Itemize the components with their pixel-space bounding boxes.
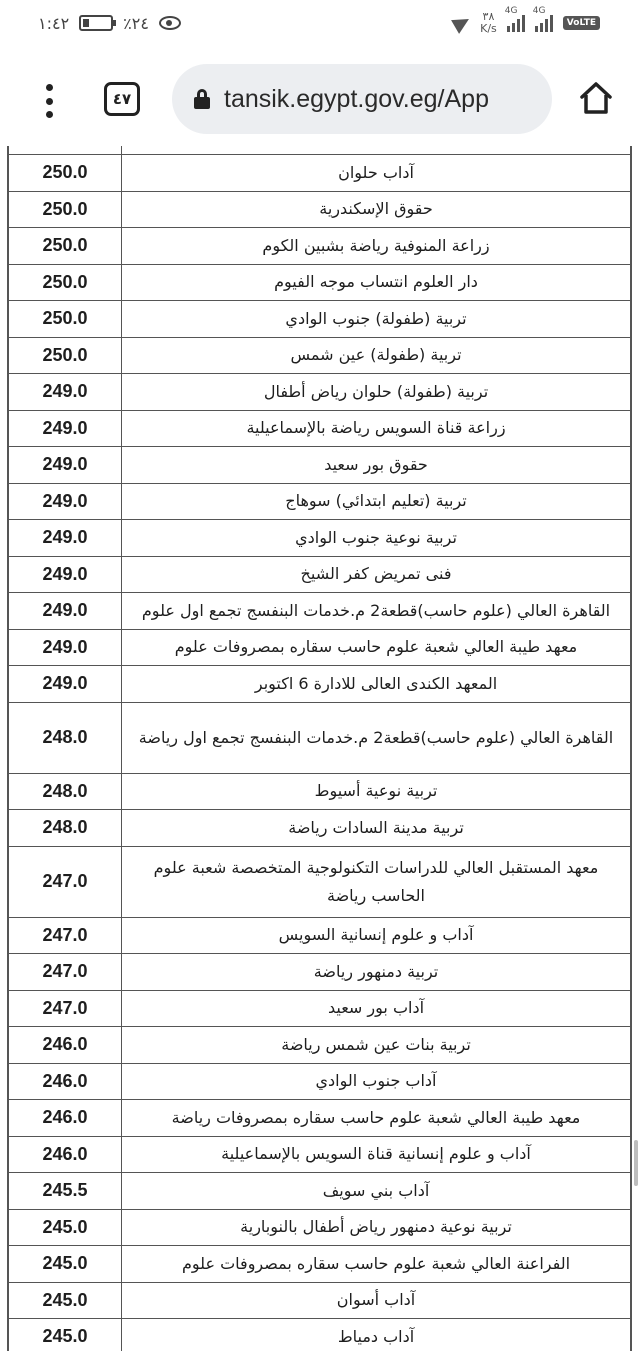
score-cell: 248.0 [9, 703, 122, 773]
score-cell: 247.0 [9, 991, 122, 1027]
table-row [9, 155, 630, 192]
score-cell: 248.0 [9, 810, 122, 846]
faculty-name-cell: آداب جنوب الوادي [315, 1071, 437, 1091]
signal-1-icon [504, 6, 525, 32]
score-cell: 249.0 [9, 484, 122, 520]
score-cell: 246.0 [9, 1027, 122, 1063]
score-cell: 245.0 [9, 1283, 122, 1319]
battery-percent: ٪٢٤ [123, 13, 149, 33]
signal-2-icon [532, 6, 553, 32]
faculty-name-cell: معهد المستقبل العالي للدراسات التكنولوجية المتخصصة شعبة علوم الحاسب رياضة [153, 857, 599, 905]
score-cell: 245.0 [9, 1246, 122, 1282]
results-table [7, 146, 632, 1351]
faculty-name-cell: تربية نوعية دمنهور رياض أطفال بالنوبارية [240, 1217, 512, 1237]
network-speed-value: ٣٨ [482, 10, 495, 23]
table-row [9, 593, 630, 630]
score-cell: 246.0 [9, 1100, 122, 1136]
table-row [9, 447, 630, 484]
table-row [9, 1246, 630, 1283]
score-cell: 250.0 [9, 155, 122, 191]
tab-switcher-button[interactable]: ٤٧ [104, 82, 140, 116]
table-row [9, 991, 630, 1028]
score-cell: 249.0 [9, 447, 122, 483]
faculty-name-cell: تربية مدينة السادات رياضة [288, 817, 464, 837]
battery-level-fill [83, 19, 89, 27]
faculty-name-cell: تربية (طفولة) عين شمس [290, 345, 462, 365]
table-row [9, 666, 630, 703]
table-row [9, 557, 630, 594]
score-cell: 246.0 [9, 1064, 122, 1100]
lock-icon[interactable] [194, 89, 210, 109]
score-cell: 250.0 [9, 265, 122, 301]
table-row [9, 810, 630, 847]
score-cell: 245.0 [9, 1210, 122, 1246]
table-row [9, 630, 630, 667]
home-icon[interactable] [578, 80, 614, 116]
faculty-name-cell: آداب حلوان [338, 162, 414, 182]
battery-icon [79, 15, 113, 31]
volte-badge: VoLTE [563, 16, 600, 30]
table-row [9, 1100, 630, 1137]
table-row [9, 703, 630, 774]
faculty-name-cell: المعهد الكندى العالى للادارة 6 اكتوبر [254, 673, 498, 693]
status-left-group [38, 10, 181, 36]
score-cell: 249.0 [9, 411, 122, 447]
table-row [9, 1137, 630, 1174]
table-row [9, 1027, 630, 1064]
network-speed-unit: K/s [480, 22, 497, 35]
faculty-name-cell: تربية (طفولة) جنوب الوادي [285, 308, 467, 328]
faculty-name-cell: تربية بنات عين شمس رياضة [281, 1034, 471, 1054]
table-top-edge [9, 146, 630, 155]
table-row [9, 411, 630, 448]
score-cell: 249.0 [9, 666, 122, 702]
faculty-name-cell: آداب أسوان [336, 1290, 416, 1310]
score-cell: 249.0 [9, 520, 122, 556]
table-row [9, 484, 630, 521]
table-row [9, 192, 630, 229]
scrollbar-thumb[interactable] [634, 1140, 638, 1186]
faculty-name-cell: معهد طيبة العالي شعبة علوم حاسب سقاره بمصروفات علوم [174, 637, 578, 657]
table-row [9, 918, 630, 955]
status-right-group [454, 8, 600, 38]
faculty-name-cell: آداب بور سعيد [327, 998, 425, 1018]
score-cell: 247.0 [9, 954, 122, 990]
table-row [9, 228, 630, 265]
score-cell: 249.0 [9, 593, 122, 629]
score-cell: 245.5 [9, 1173, 122, 1209]
network-speed [480, 11, 497, 35]
faculty-name-cell: معهد طيبة العالي شعبة علوم حاسب سقاره بمصروفات رياضة [171, 1107, 581, 1127]
table-row [9, 265, 630, 302]
score-cell: 250.0 [9, 301, 122, 337]
table-rows [9, 155, 630, 1351]
score-cell: 249.0 [9, 630, 122, 666]
status-bar [0, 0, 640, 50]
score-cell: 249.0 [9, 374, 122, 410]
address-bar[interactable] [172, 64, 552, 134]
faculty-name-cell: تربية نوعية أسيوط [314, 781, 438, 801]
results-table-viewport[interactable] [0, 146, 640, 1351]
table-row [9, 847, 630, 918]
score-cell: 250.0 [9, 338, 122, 374]
eye-comfort-icon [159, 16, 181, 30]
faculty-name-cell: زراعة قناة السويس رياضة بالإسماعيلية [246, 418, 506, 438]
faculty-name-cell: آداب دمياط [337, 1326, 415, 1346]
score-cell: 248.0 [9, 774, 122, 810]
menu-more-icon[interactable] [42, 84, 56, 118]
faculty-name-cell: حقوق بور سعيد [324, 454, 428, 474]
score-cell: 250.0 [9, 228, 122, 264]
faculty-name-cell: الفراعنة العالي شعبة علوم حاسب سقاره بمصروفات علوم [182, 1253, 571, 1273]
telegram-icon [451, 12, 473, 34]
table-row [9, 1283, 630, 1320]
score-cell: 247.0 [9, 918, 122, 954]
faculty-name-cell: آداب و علوم إنسانية قناة السويس بالإسماعيلية [221, 1144, 531, 1164]
faculty-name-cell: تربية (طفولة) حلوان رياض أطفال [263, 381, 489, 401]
network-type-2: 4G [532, 6, 546, 16]
faculty-name-cell: تربية نوعية جنوب الوادي [295, 527, 457, 547]
score-cell: 245.0 [9, 1319, 122, 1351]
faculty-name-cell: آداب و علوم إنسانية السويس [278, 925, 474, 945]
table-row [9, 774, 630, 811]
table-row [9, 1319, 630, 1351]
url-text: tansik.egypt.gov.eg/App [224, 84, 489, 113]
network-type-1: 4G [504, 6, 518, 16]
faculty-name-cell: تربية دمنهور رياضة [313, 961, 439, 981]
table-row [9, 1173, 630, 1210]
table-row [9, 374, 630, 411]
score-cell: 246.0 [9, 1137, 122, 1173]
clock: ١:٤٢ [38, 13, 70, 33]
faculty-name-cell: القاهرة العالي (علوم حاسب)قطعة2 م.خدمات البنفسج تجمع اول رياضة [138, 727, 614, 747]
faculty-name-cell: فنى تمريض كفر الشيخ [300, 564, 452, 584]
faculty-name-cell: زراعة المنوفية رياضة بشبين الكوم [262, 235, 490, 255]
faculty-name-cell: تربية (تعليم ابتدائي) سوهاج [285, 491, 467, 511]
score-cell: 247.0 [9, 847, 122, 917]
score-cell: 250.0 [9, 192, 122, 228]
table-row [9, 301, 630, 338]
table-row [9, 1064, 630, 1101]
browser-toolbar [0, 50, 640, 146]
faculty-name-cell: القاهرة العالي (علوم حاسب)قطعة2 م.خدمات البنفسج تجمع اول علوم [141, 600, 611, 620]
score-cell: 249.0 [9, 557, 122, 593]
table-row [9, 954, 630, 991]
faculty-name-cell: آداب بني سويف [322, 1180, 430, 1200]
table-row [9, 520, 630, 557]
faculty-name-cell: دار العلوم انتساب موجه الفيوم [274, 272, 478, 292]
table-row [9, 338, 630, 375]
table-row [9, 1210, 630, 1247]
faculty-name-cell: حقوق الإسكندرية [319, 199, 433, 219]
